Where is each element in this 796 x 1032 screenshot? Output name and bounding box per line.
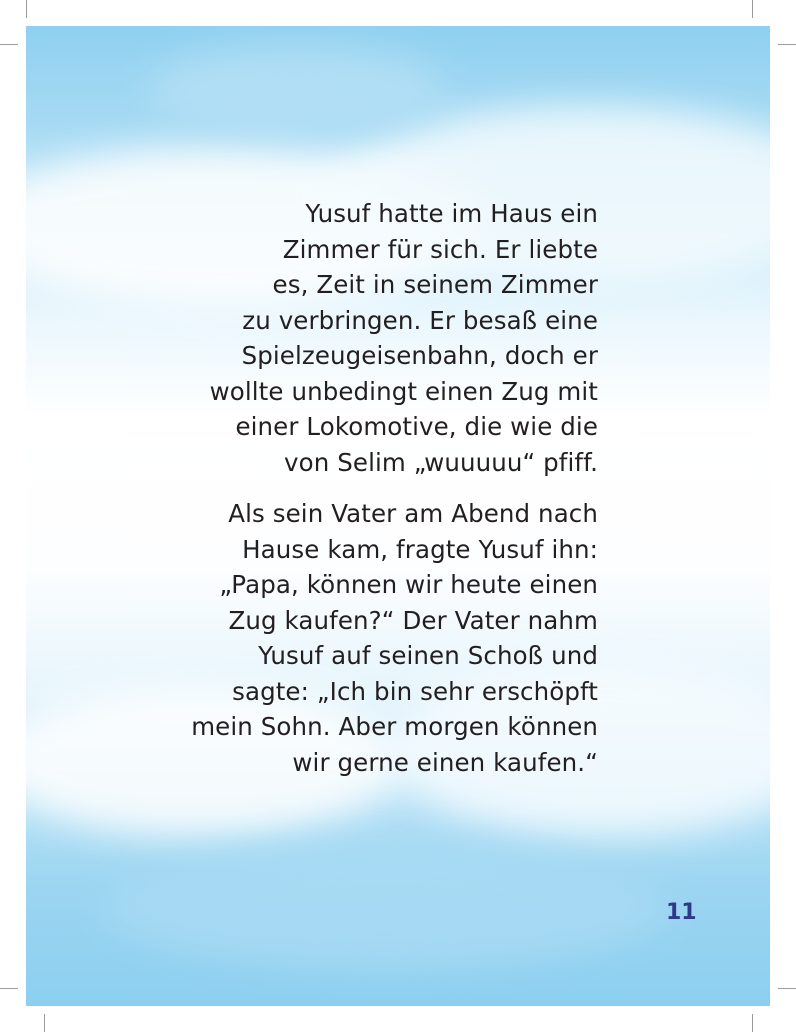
crop-mark-bottom-left-horizontal — [0, 988, 18, 989]
crop-mark-bottom-left-vertical — [44, 1014, 45, 1032]
paragraph-2 — [178, 496, 598, 780]
crop-mark-top-left-vertical — [26, 0, 27, 18]
page-number: 11 — [666, 900, 697, 925]
text-line: mein Sohn. Aber morgen können — [191, 712, 598, 741]
text-line: „Papa, können wir heute einen — [219, 570, 598, 599]
text-line: Als sein Vater am Abend nach — [228, 499, 598, 528]
text-line: Yusuf hatte im Haus ein — [305, 199, 598, 228]
text-line: zu verbringen. Er besaß eine — [242, 305, 598, 335]
text-line: wollte unbedingt einen Zug mit — [209, 376, 598, 406]
text-line: wir gerne einen kaufen.“ — [292, 747, 598, 777]
story-text — [178, 196, 598, 780]
text-line: es, Zeit in seinem Zimmer — [272, 270, 598, 299]
paragraph-1 — [178, 196, 598, 480]
text-line: Zimmer für sich. Er liebte — [282, 234, 598, 264]
cloud-shape — [106, 846, 666, 966]
crop-mark-top-left-horizontal — [0, 44, 18, 45]
text-line: Zug kaufen?“ Der Vater nahm — [228, 605, 598, 635]
text-line: Hause kam, fragte Yusuf ihn: — [242, 534, 598, 564]
text-line: sagte: „Ich bin sehr erschöpft — [232, 676, 598, 706]
text-line: Spielzeugeisenbahn, doch er — [241, 341, 598, 370]
crop-mark-bottom-right-horizontal — [778, 988, 796, 989]
crop-mark-top-right-horizontal — [778, 44, 796, 45]
text-line: Yusuf auf seinen Schoß und — [258, 641, 598, 670]
cloud-shape — [146, 46, 446, 136]
crop-mark-top-right-vertical — [752, 0, 753, 18]
text-line: von Selim „wuuuuu“ pfiff. — [284, 447, 598, 477]
text-line: einer Lokomotive, die wie die — [235, 412, 598, 441]
crop-mark-bottom-right-vertical — [752, 1014, 753, 1032]
